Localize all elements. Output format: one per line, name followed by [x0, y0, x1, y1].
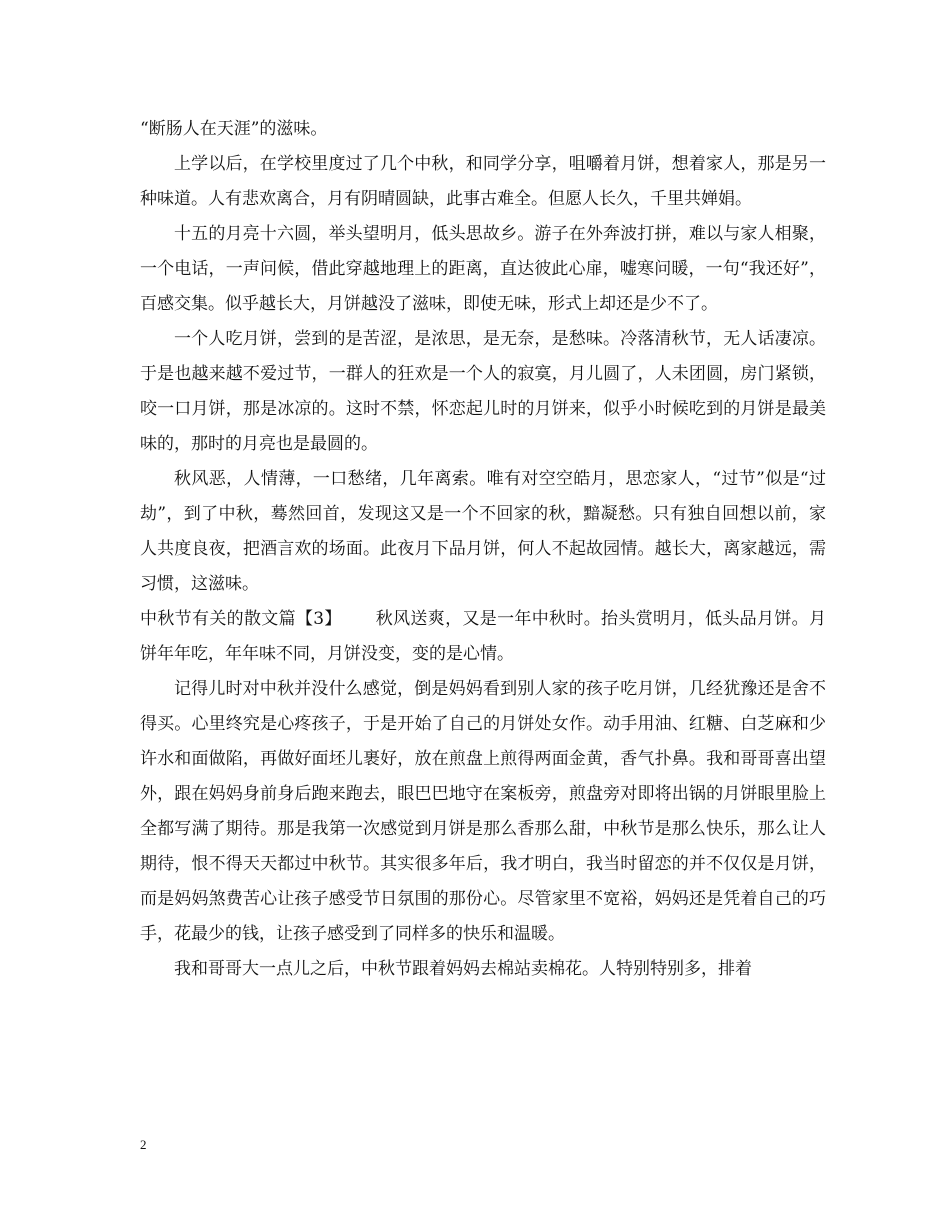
paragraph-7: 我和哥哥大一点儿之后，中秋节跟着妈妈去棉站卖棉花。人特别特别多，排着	[174, 959, 752, 979]
article-body	[140, 112, 826, 987]
paragraph-5: 秋风恶，人情薄，一口愁绪，几年离索。唯有对空空皓月，思恋家人，“过节”似是“过劫”，到了中秋，蓦然回首，发现这又是一个不回家的秋，黯凝愁。只有独自回想以前，家人共度良夜，把酒言欢的场面。此夜月下品月饼，何人不起故园情。越长大，离家越远，需习惯，这滋味。	[140, 469, 826, 594]
paragraph-6: 记得儿时对中秋并没什么感觉，倒是妈妈看到别人家的孩子吃月饼，几经犹豫还是舍不得买。心里终究是心疼孩子，于是开始了自己的月饼处女作。动手用油、红糖、白芝麻和少许水和面做陷，再做好面坯儿裹好，放在煎盘上煎得两面金黄，香气扑鼻。我和哥哥喜出望外，跟在妈妈身前身后跑来跑去，眼巴巴地守在案板旁，煎盘旁对即将出锅的月饼眼里脸上全都写满了期待。那是我第一次感觉到月饼是那么香那么甜，中秋节是那么快乐，那么让人期待，恨不得天天都过中秋节。其实很多年后，我才明白，我当时留恋的并不仅仅是月饼，而是妈妈煞费苦心让孩子感受节日氛围的那份心。尽管家里不宽裕，妈妈还是凭着自己的巧手，花最少的钱，让孩子感受到了同样多的快乐和温暖。	[140, 679, 826, 944]
section-opening: 秋风送爽，又是一年中秋时。抬头赏明月，低头品月饼。月饼年年吃，年年味不同，月饼没变，变的是心情。	[140, 609, 826, 664]
section-title: 中秋节有关的散文篇【3】	[140, 609, 342, 629]
paragraph-4: 一个人吃月饼，尝到的是苦涩，是浓思，是无奈，是愁味。冷落清秋节，无人话凄凉。于是也越来越不爱过节，一群人的狂欢是一个人的寂寞，月儿圆了，人未团圆，房门紧锁，咬一口月饼，那是冰凉的。这时不禁，怀恋起儿时的月饼来，似乎小时候吃到的月饼是最美味的，那时的月亮也是最圆的。	[140, 329, 826, 454]
paragraph-2: 上学以后，在学校里度过了几个中秋，和同学分享，咀嚼着月饼，想着家人，那是另一种味道。人有悲欢离合，月有阴晴圆缺，此事古难全。但愿人长久，千里共婵娟。	[140, 154, 826, 209]
section-heading-line	[140, 602, 826, 672]
paragraph-1: “断肠人在天涯”的滋味。	[140, 119, 328, 139]
paragraph-3: 十五的月亮十六圆，举头望明月，低头思故乡。游子在外奔波打拼，难以与家人相聚，一个电话，一声问候，借此穿越地理上的距离，直达彼此心扉，嘘寒问暖，一句“我还好”，百感交集。似乎越长大，月饼越没了滋味，即使无味，形式上却还是少不了。	[140, 224, 826, 314]
page-number: 2	[140, 1137, 147, 1152]
